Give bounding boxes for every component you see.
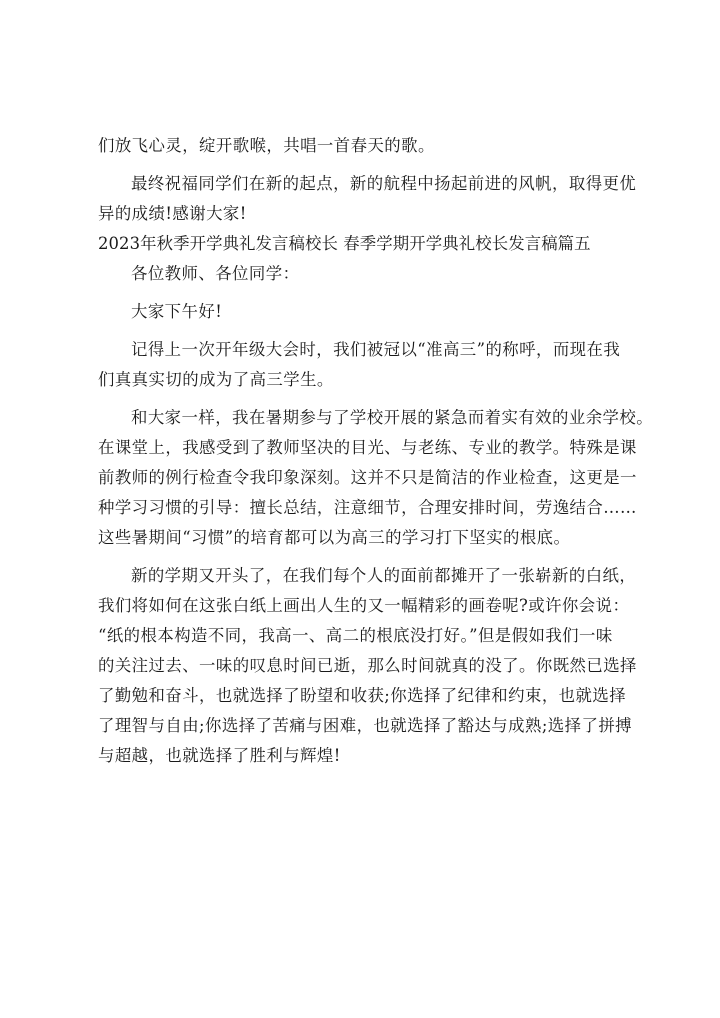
body-text-line: 了理智与自由;你选择了苦痛与困难，也就选择了豁达与成熟;选择了拼搏	[98, 716, 633, 735]
document-body	[98, 131, 654, 771]
salutation-line: 各位教师、各位同学：	[131, 264, 300, 283]
body-text-line: 的关注过去、一味的叹息时间已逝，那么时间就真的没了。你既然已选择	[98, 656, 637, 675]
section-heading: 2023年秋季开学典礼发言稿校长 春季学期开学典礼校长发言稿篇五	[98, 234, 591, 253]
body-text-line: 了勤勉和奋斗，也就选择了盼望和收获;你选择了纪律和约束，也就选择	[98, 686, 627, 705]
body-text-line: “纸的根本构造不同，我高一、高二的根底没打好。”但是假如我们一味	[98, 626, 613, 645]
body-text-line: 这些暑期间“习惯”的培育都可以为高三的学习打下坚实的根底。	[98, 528, 571, 547]
greeting-line: 大家下午好!	[131, 302, 223, 321]
body-text-line: 们真真实切的成为了高三学生。	[98, 370, 334, 389]
body-text-line: 种学习习惯的引导：擅长总结，注意细节，合理安排时间，劳逸结合……	[98, 498, 637, 517]
body-text-line: 最终祝福同学们在新的起点，新的航程中扬起前进的风帆，取得更优	[131, 174, 637, 193]
body-text-line: 们放飞心灵，绽开歌喉，共唱一首春天的歌。	[98, 136, 435, 155]
body-text-line: 异的成绩!感谢大家!	[98, 204, 247, 223]
body-text-line: 新的学期又开头了，在我们每个人的面前都摊开了一张崭新的白纸，	[131, 566, 637, 585]
body-text-line: 和大家一样，我在暑期参与了学校开展的紧急而着实有效的业余学校。	[131, 408, 654, 427]
body-text-line: 在课堂上，我感受到了教师坚决的目光、与老练、专业的教学。特殊是课	[98, 438, 637, 457]
body-text-line: 前教师的例行检查令我印象深刻。这并不只是简洁的作业检查，这更是一	[98, 468, 637, 487]
body-text-line: 记得上一次开年级大会时，我们被冠以“准高三”的称呼，而现在我	[131, 340, 621, 359]
body-text-line: 与超越，也就选择了胜利与辉煌!	[98, 746, 341, 765]
body-text-line: 我们将如何在这张白纸上画出人生的又一幅精彩的画卷呢?或许你会说：	[98, 596, 630, 615]
